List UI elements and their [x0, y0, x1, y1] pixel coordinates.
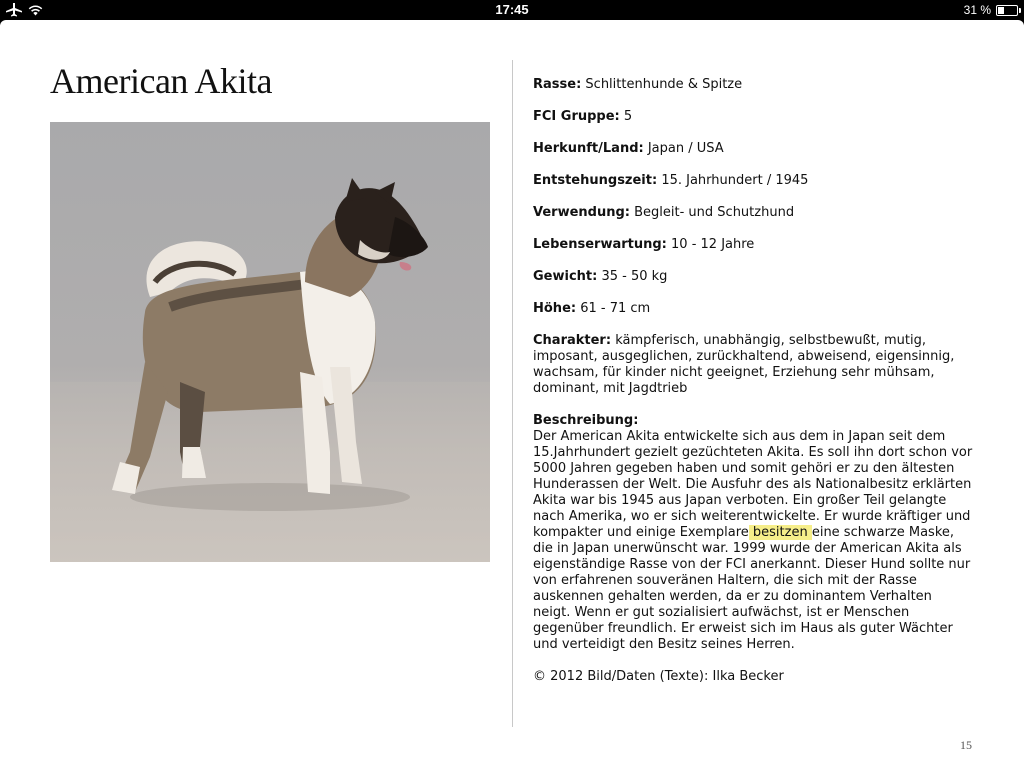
- field-row: [533, 77, 973, 93]
- copyright: © 2012 Bild/Daten (Texte): Ilka Becker: [533, 669, 784, 684]
- field-row: [533, 173, 973, 189]
- battery-percentage: 31 %: [963, 3, 991, 17]
- field-value: kämpferisch, unabhängig, selbstbewußt, mutig, imposant, ausgeglichen, zurückhaltend, abweisend, eigensinnig, wachsam, für kinder nicht geeignet, Erziehung sehr mühsam, dominant, mit Jagdtrieb: [533, 333, 955, 396]
- field-label: Herkunft/Land:: [533, 141, 644, 156]
- field-value: 35 - 50 kg: [601, 269, 668, 284]
- highlighted-word[interactable]: besitzen: [748, 525, 812, 540]
- field-label: Beschreibung:: [533, 413, 639, 428]
- field-row: [533, 301, 973, 317]
- field-label: Gewicht:: [533, 269, 598, 284]
- field-value: 61 - 71 cm: [580, 301, 651, 316]
- field-value: Japan / USA: [647, 141, 724, 156]
- field-label: Höhe:: [533, 301, 577, 316]
- book-page[interactable]: [0, 20, 1024, 768]
- field-row: [533, 109, 973, 125]
- status-right: [964, 2, 1018, 18]
- field-value: 15. Jahrhundert / 1945: [661, 173, 809, 188]
- field-label: Entstehungszeit:: [533, 173, 658, 188]
- field-label: Charakter:: [533, 333, 612, 348]
- field-value: Schlittenhunde & Spitze: [585, 77, 743, 92]
- field-row: [533, 237, 973, 253]
- field-value: 10 - 12 Jahre: [671, 237, 755, 252]
- description-text-before: Der American Akita entwickelte sich aus dem in Japan seit dem 15.Jahrhundert gezielt gezüchteten Akita. Es soll ihn dort schon vor 5000 Jahren gegeben haben und somit gehöri er zu den ältesten Hunderassen der Welt. Die Ausfuhr des als Nationalbesitz erklärten Akita war bis 1945 aus Japan verboten. Ein großer Teil gelangte nach Amerika, wo er sich weiterentwickelte. Er wurde kräftiger und kompakter und einige Exemplare: [533, 429, 973, 540]
- field-row: [533, 205, 973, 221]
- status-time: 17:45: [495, 2, 529, 17]
- field-label: FCI Gruppe:: [533, 109, 620, 124]
- description: [533, 413, 973, 653]
- field-label: Verwendung:: [533, 205, 630, 220]
- description-text-after: eine schwarze Maske, die in Japan unerwünscht war. 1999 wurde der American Akita als eigenständige Rasse von der FCI anerkannt. Dieser Hund sollte nur von erfahrenen souveränen Haltern, die sich mit der Rasse auskennen gehalten werden, da er zu dominantem Verhalten neigt. Wenn er gut sozialisiert aufwächst, ist er Menschen gegenüber freundlich. Er erweist sich im Haus als guter Wächter und verteidigt den Besitz seines Herren.: [533, 525, 971, 652]
- field-label: Lebenserwartung:: [533, 237, 667, 252]
- battery-fill: [998, 7, 1004, 14]
- field-label: Rasse:: [533, 77, 582, 92]
- column-divider: [512, 60, 513, 727]
- dog-illustration: [50, 122, 490, 562]
- field-row: [533, 333, 973, 397]
- breed-info: [533, 77, 973, 701]
- dog-photo: [50, 122, 490, 562]
- field-row: [533, 269, 973, 285]
- breed-fields: [533, 77, 973, 397]
- page-number: 15: [960, 738, 972, 752]
- status-bar: [0, 0, 1024, 20]
- field-row: [533, 141, 973, 157]
- page-title: American Akita: [50, 61, 272, 101]
- battery-icon: [996, 5, 1018, 16]
- field-value: Begleit- und Schutzhund: [634, 205, 795, 220]
- field-value: 5: [623, 109, 633, 124]
